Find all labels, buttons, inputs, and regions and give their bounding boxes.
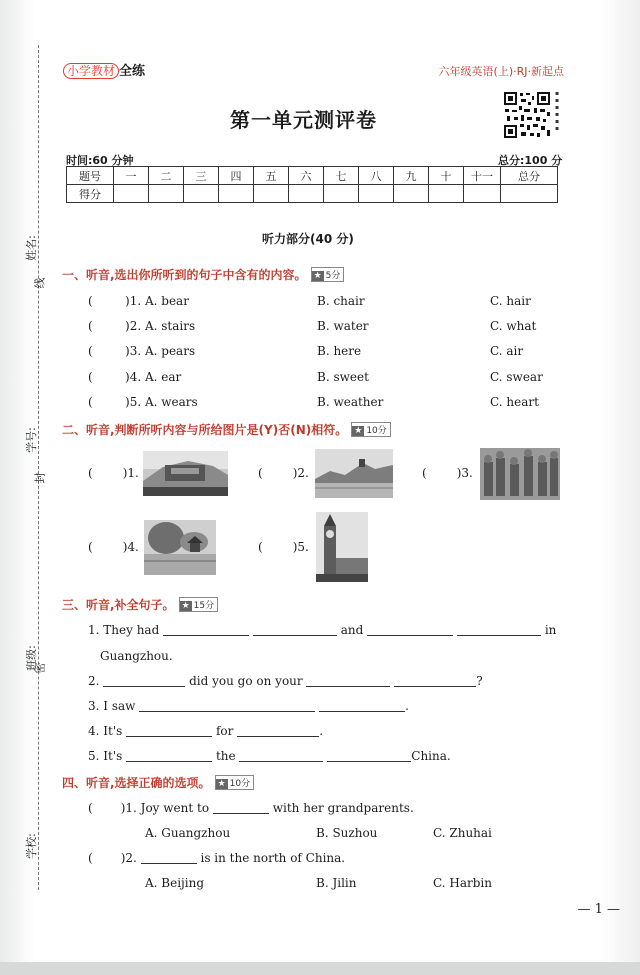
s1-paren[interactable] — [88, 344, 93, 358]
score-header-cell: 一 — [114, 167, 149, 185]
student-number-label: 学号: — [24, 427, 38, 453]
score-cell[interactable] — [219, 185, 254, 203]
answer-blank[interactable] — [237, 724, 319, 737]
paren-open: ( — [258, 466, 263, 480]
star-icon: ★ — [313, 271, 322, 281]
score-cell[interactable] — [394, 185, 429, 203]
paren-open: ( — [88, 319, 93, 333]
question-text: 2. — [125, 851, 137, 865]
big-ben-image — [316, 512, 368, 582]
question-text: is in the north of China. — [200, 851, 346, 865]
exam-total: 总分:100 分 — [498, 154, 563, 167]
s4-q1-option-a[interactable]: A. Guangzhou — [145, 826, 231, 840]
paren-close: ) — [292, 466, 298, 480]
question-number: 2. — [297, 466, 309, 480]
option-a: A. pears — [144, 344, 196, 358]
question-number: 5. — [297, 540, 309, 554]
brand-text: 全练 — [119, 64, 146, 79]
sentence-text: 4. It's — [88, 724, 123, 738]
sentence-text: in — [544, 623, 557, 637]
section3-title-text: 三、听音,补全句子。 — [62, 598, 175, 612]
exam-time: 时间:60 分钟 — [66, 154, 134, 167]
terracotta-warriors-image — [480, 448, 560, 500]
s4-q2-option-c[interactable]: C. Harbin — [433, 876, 492, 890]
paren-open: ( — [88, 395, 93, 409]
paren-close: ) — [125, 344, 130, 358]
section2-score-badge — [351, 422, 391, 437]
s3-sentence-2 — [88, 674, 483, 688]
question-text: with her grandparents. — [272, 801, 414, 815]
score-header-cell: 十 — [429, 167, 464, 185]
answer-blank[interactable] — [126, 749, 212, 762]
summer-palace-image — [315, 449, 393, 498]
paren-open[interactable]: ( — [88, 801, 93, 815]
s4-q2-option-a[interactable]: A. Beijing — [145, 876, 205, 890]
paren-close: ) — [125, 370, 130, 384]
question-number: 3. — [461, 466, 473, 480]
seal-mark: 封 — [33, 472, 47, 484]
paren-open: ( — [88, 540, 93, 554]
option-a: A. bear — [144, 294, 189, 308]
listening-part-title: 听力部分(40 分) — [262, 232, 354, 246]
sentence-text: 2. — [88, 674, 100, 688]
answer-blank[interactable] — [126, 724, 212, 737]
score-cell[interactable] — [149, 185, 184, 203]
score-header-cell: 三 — [184, 167, 219, 185]
paren-close: ) — [292, 540, 298, 554]
s4-q1-option-b[interactable]: B. Suzhou — [316, 826, 378, 840]
section2-score: 10分 — [366, 426, 387, 436]
s1-q1-option-a[interactable] — [125, 294, 189, 308]
sentence-text: 3. I saw — [88, 699, 136, 713]
s1-q3-option-b[interactable]: B. here — [317, 344, 362, 358]
question-number: 4. — [127, 540, 139, 554]
section1-score-badge — [311, 267, 345, 282]
page-title: 第一单元测评卷 — [230, 108, 377, 132]
star-icon: ★ — [217, 779, 226, 789]
grade-info: 六年级英语(上)·RJ·新起点 — [438, 65, 564, 78]
s3-sentence-4 — [88, 724, 323, 738]
s1-q4-option-a[interactable] — [125, 370, 181, 384]
option-a: A. wears — [144, 395, 198, 409]
answer-blank[interactable] — [457, 623, 541, 636]
score-header-cell: 总分 — [501, 167, 558, 185]
question-number: 1. — [127, 466, 139, 480]
name-label: 姓名: — [24, 235, 38, 261]
s1-q3-option-a[interactable] — [125, 344, 195, 358]
section4-score: 10分 — [229, 779, 251, 789]
s3-sentence-3 — [88, 699, 409, 713]
s1-q3-option-c[interactable]: C. air — [490, 344, 524, 358]
paren-close: ) — [120, 801, 126, 815]
section4-title — [62, 774, 254, 791]
sentence-text: and — [340, 623, 364, 637]
s3-sentence-1-cont: Guangzhou. — [100, 649, 173, 663]
score-header-cell: 七 — [324, 167, 359, 185]
paren-open: ( — [422, 466, 427, 480]
s1-q2-option-a[interactable] — [125, 319, 195, 333]
sentence-text: . — [319, 724, 324, 738]
answer-blank[interactable] — [103, 674, 185, 687]
s1-q5-option-b[interactable]: B. weather — [317, 395, 384, 409]
answer-blank[interactable] — [141, 851, 197, 864]
secret-mark: 密 — [33, 662, 47, 674]
section4-title-text: 四、听音,选择正确的选项。 — [62, 776, 211, 790]
sentence-text: 1. They had — [88, 623, 160, 637]
s2-q2-answer[interactable] — [258, 466, 309, 480]
s3-sentence-1 — [88, 623, 556, 637]
section3-title — [62, 596, 218, 613]
s1-q2-option-c[interactable]: C. what — [490, 319, 537, 333]
s1-paren[interactable] — [88, 370, 93, 384]
potala-palace-image — [143, 451, 228, 496]
option-a: A. ear — [144, 370, 182, 384]
section2-title — [62, 421, 391, 438]
s2-q4-answer[interactable] — [88, 540, 139, 554]
answer-blank[interactable] — [253, 623, 337, 636]
question-number: 5. — [129, 395, 142, 409]
s2-q3-answer[interactable] — [422, 466, 473, 480]
paren-open: ( — [88, 466, 93, 480]
score-header-cell: 六 — [289, 167, 324, 185]
sentence-text: ? — [476, 674, 483, 688]
s1-q4-option-b[interactable]: B. sweet — [317, 370, 369, 384]
paren-open: ( — [258, 540, 263, 554]
answer-blank[interactable] — [239, 749, 323, 762]
score-header-cell: 四 — [219, 167, 254, 185]
s3-sentence-5 — [88, 749, 451, 763]
question-number: 4. — [129, 370, 142, 384]
brand — [63, 60, 145, 79]
score-table — [66, 166, 558, 203]
brand-logo: 小学教材 — [63, 63, 119, 79]
west-lake-image — [144, 520, 216, 575]
answer-blank[interactable] — [394, 674, 476, 687]
s1-paren[interactable] — [88, 395, 93, 409]
score-header-cell: 五 — [254, 167, 289, 185]
paren-close: ) — [125, 395, 130, 409]
score-cell[interactable] — [254, 185, 289, 203]
paren-open: ( — [88, 370, 93, 384]
answer-blank[interactable] — [213, 801, 269, 814]
school-label: 学校: — [24, 833, 38, 859]
score-table-score-row — [67, 185, 558, 203]
line-mark: 线 — [33, 277, 47, 289]
s1-paren[interactable] — [88, 319, 93, 333]
s1-q5-option-a[interactable] — [125, 395, 198, 409]
section3-score-badge — [179, 597, 219, 612]
question-number: 1. — [129, 294, 142, 308]
paren-open: ( — [88, 294, 93, 308]
section1-score: 5分 — [325, 271, 341, 281]
s4-q1-option-c[interactable]: C. Zhuhai — [433, 826, 492, 840]
score-cell[interactable] — [501, 185, 558, 203]
option-a: A. stairs — [144, 319, 196, 333]
sentence-text: China. — [411, 749, 451, 763]
star-icon: ★ — [181, 601, 190, 611]
question-number: 2. — [129, 319, 142, 333]
paren-close: ) — [122, 540, 128, 554]
paren-close: ) — [125, 294, 130, 308]
score-header-cell: 题号 — [67, 167, 114, 185]
answer-blank[interactable] — [306, 674, 390, 687]
s1-q1-option-b[interactable]: B. chair — [317, 294, 365, 308]
score-header-cell: 十一 — [464, 167, 501, 185]
paren-open: ( — [88, 344, 93, 358]
page-number-value: 1 — [594, 902, 603, 917]
sentence-text: . — [405, 699, 409, 713]
qr-code-icon[interactable] — [502, 90, 552, 140]
answer-blank[interactable] — [327, 749, 411, 762]
score-header-cell: 二 — [149, 167, 184, 185]
score-header-cell: 九 — [394, 167, 429, 185]
sentence-text: the — [215, 749, 236, 763]
paren-open[interactable]: ( — [88, 851, 93, 865]
paren-close: ) — [456, 466, 462, 480]
score-cell[interactable] — [184, 185, 219, 203]
sentence-text: did you go on your — [189, 674, 303, 688]
score-cell[interactable] — [464, 185, 501, 203]
s4-q2-option-b[interactable]: B. Jilin — [316, 876, 357, 890]
score-header-cell: 八 — [359, 167, 394, 185]
sentence-text: for — [215, 724, 234, 738]
section2-title-text: 二、听音,判断所听内容与所给图片是(Y)否(N)相符。 — [62, 423, 348, 437]
score-cell[interactable] — [324, 185, 359, 203]
s1-q1-option-c[interactable]: C. hair — [490, 294, 531, 308]
question-number: 3. — [129, 344, 142, 358]
s2-q5-answer[interactable] — [258, 540, 309, 554]
s1-paren[interactable] — [88, 294, 93, 308]
answer-blank[interactable] — [319, 699, 405, 712]
binding-cut-line — [38, 45, 39, 890]
star-icon: ★ — [354, 426, 363, 436]
score-cell[interactable] — [289, 185, 324, 203]
score-cell[interactable] — [114, 185, 149, 203]
s1-q4-option-c[interactable]: C. swear — [490, 370, 543, 384]
section4-score-badge — [215, 775, 255, 790]
question-text: 1. Joy went to — [125, 801, 210, 815]
page-number: — 1 — — [577, 902, 620, 917]
answer-blank[interactable] — [367, 623, 453, 636]
s1-q5-option-c[interactable]: C. heart — [490, 395, 539, 409]
sentence-text: 5. It's — [88, 749, 123, 763]
section1-title-text: 一、听音,选出你所听到的句子中含有的内容。 — [62, 268, 307, 282]
s4-q1 — [88, 801, 414, 815]
score-table-header-row — [67, 167, 558, 185]
section3-score: 15分 — [193, 601, 215, 611]
score-cell[interactable] — [429, 185, 464, 203]
answer-blank[interactable] — [163, 623, 249, 636]
s4-q2 — [88, 851, 345, 865]
qr-side-decoration: ▪ ▪ ▪ ▪ ▪ ▪ — [555, 90, 560, 132]
score-row-label: 得分 — [67, 185, 114, 203]
paren-close: ) — [125, 319, 130, 333]
section1-title — [62, 266, 344, 283]
answer-blank[interactable] — [139, 699, 315, 712]
paren-close: ) — [122, 466, 128, 480]
s1-q2-option-b[interactable]: B. water — [317, 319, 369, 333]
paren-close: ) — [120, 851, 126, 865]
s2-q1-answer[interactable] — [88, 466, 139, 480]
class-label: 班级: — [24, 645, 38, 671]
score-cell[interactable] — [359, 185, 394, 203]
